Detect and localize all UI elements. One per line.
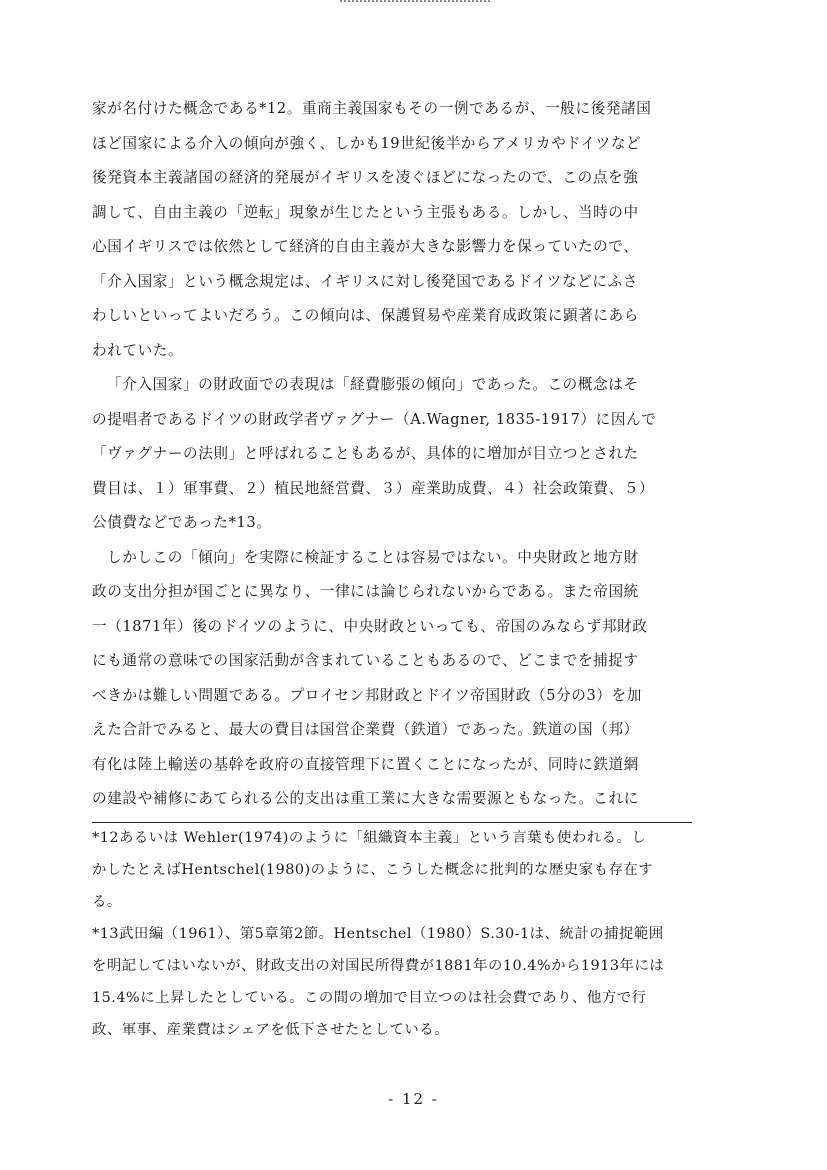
paragraph-2 bbox=[92, 368, 712, 541]
text-line: 「ヴァグナーの法則」と呼ばれることもあるが、具体的に増加が目立つとされた bbox=[92, 445, 639, 462]
text-line: ほど国家による介入の傾向が強く、しかも19世紀後半からアメリカやドイツなど bbox=[92, 134, 642, 152]
footnote-line: 15.4%に上昇したとしている。この間の増加で目立つのは社会費であり、他方で行 bbox=[92, 990, 647, 1006]
text-line: 「介入国家」の財政面での表現は「経費膨張の傾向」であった。この概念はそ bbox=[107, 376, 639, 393]
text-line: 一（1871年）後のドイツのように、中央財政といっても、帝国のみならず邦財政 bbox=[92, 617, 648, 635]
scan-artifact-mark bbox=[340, 0, 490, 6]
text-line: の建設や補修にあてられる公的支出は重工業に大きな需要源ともなった。これに bbox=[92, 790, 639, 807]
text-line: 家が名付けた概念である*12。重商主義国家もその一例であるが、一般に後発諸国 bbox=[92, 100, 652, 117]
paragraph-3 bbox=[92, 541, 712, 817]
text-line: 有化は陸上輸送の基幹を政府の直接管理下に置くことになったが、同時に鉄道網 bbox=[92, 755, 639, 773]
text-line: にも通常の意味での国家活動が含まれていることもあるので、どこまでを捕捉す bbox=[92, 652, 639, 669]
text-line: 調して、自由主義の「逆転」現象が生じたという主張もある。しかし、当時の中 bbox=[92, 203, 639, 221]
footnote-12 bbox=[92, 822, 712, 918]
paragraph-1 bbox=[92, 92, 712, 368]
body-text bbox=[92, 92, 712, 817]
text-line: 「介入国家」という概念規定は、イギリスに対し後発国であるドイツなどにふさ bbox=[92, 272, 638, 290]
text-line: 心国イギリスでは依然として経済的自由主義が大きな影響力を保っていたので、 bbox=[92, 238, 639, 255]
footnote-13 bbox=[92, 918, 712, 1046]
footnote-line: *12あるいは Wehler(1974)のように「組織資本主義」という言葉も使われる。し bbox=[92, 830, 647, 846]
footnote-line: *13武田編（1961）、第5章第2節。Hentschel（1980）S.30-1は、統計の捕捉範囲 bbox=[92, 926, 664, 942]
page-number: - 12 - bbox=[388, 1090, 439, 1108]
text-line: 後発資本主義諸国の経済的発展がイギリスを凌ぐほどになったので、この点を強 bbox=[92, 169, 639, 186]
text-line: えた合計でみると、最大の費目は国営企業費（鉄道）であった。鉄道の国（邦） bbox=[92, 721, 639, 738]
footnote-line: 政、軍事、産業費はシェアを低下させたとしている。 bbox=[92, 1022, 450, 1038]
footnote-line: を明記してはいないが、財政支出の対国民所得費が1881年の10.4%から1913年には bbox=[92, 958, 665, 974]
footnote-line: かしたとえばHentschel(1980)のように、こうした概念に批判的な歴史家も存在す bbox=[92, 862, 654, 878]
text-line: の提唱者であるドイツの財政学者ヴァグナー（A.Wagner, 1835-1917）に因んで bbox=[92, 410, 657, 428]
footnote-line: る。 bbox=[92, 894, 122, 910]
text-line: 政の支出分担が国ごとに異なり、一律には論じられないからである。また帝国統 bbox=[92, 583, 639, 600]
text-line: べきかは難しい問題である。プロイセン邦財政とドイツ帝国財政（5分の3）を加 bbox=[92, 686, 642, 704]
text-line: わしいといってよいだろう。この傾向は、保護貿易や産業育成政策に顕著にあら bbox=[92, 307, 639, 324]
footnotes bbox=[92, 822, 712, 1046]
text-line: しかしこの「傾向」を実際に検証することは容易ではない。中央財政と地方財 bbox=[107, 548, 639, 566]
text-line: 公債費などであった*13。 bbox=[92, 514, 272, 531]
text-line: われていた。 bbox=[92, 341, 184, 359]
text-line: 費目は、１）軍事費、２）植民地経営費、３）産業助成費、４）社会政策費、５） bbox=[92, 479, 655, 497]
